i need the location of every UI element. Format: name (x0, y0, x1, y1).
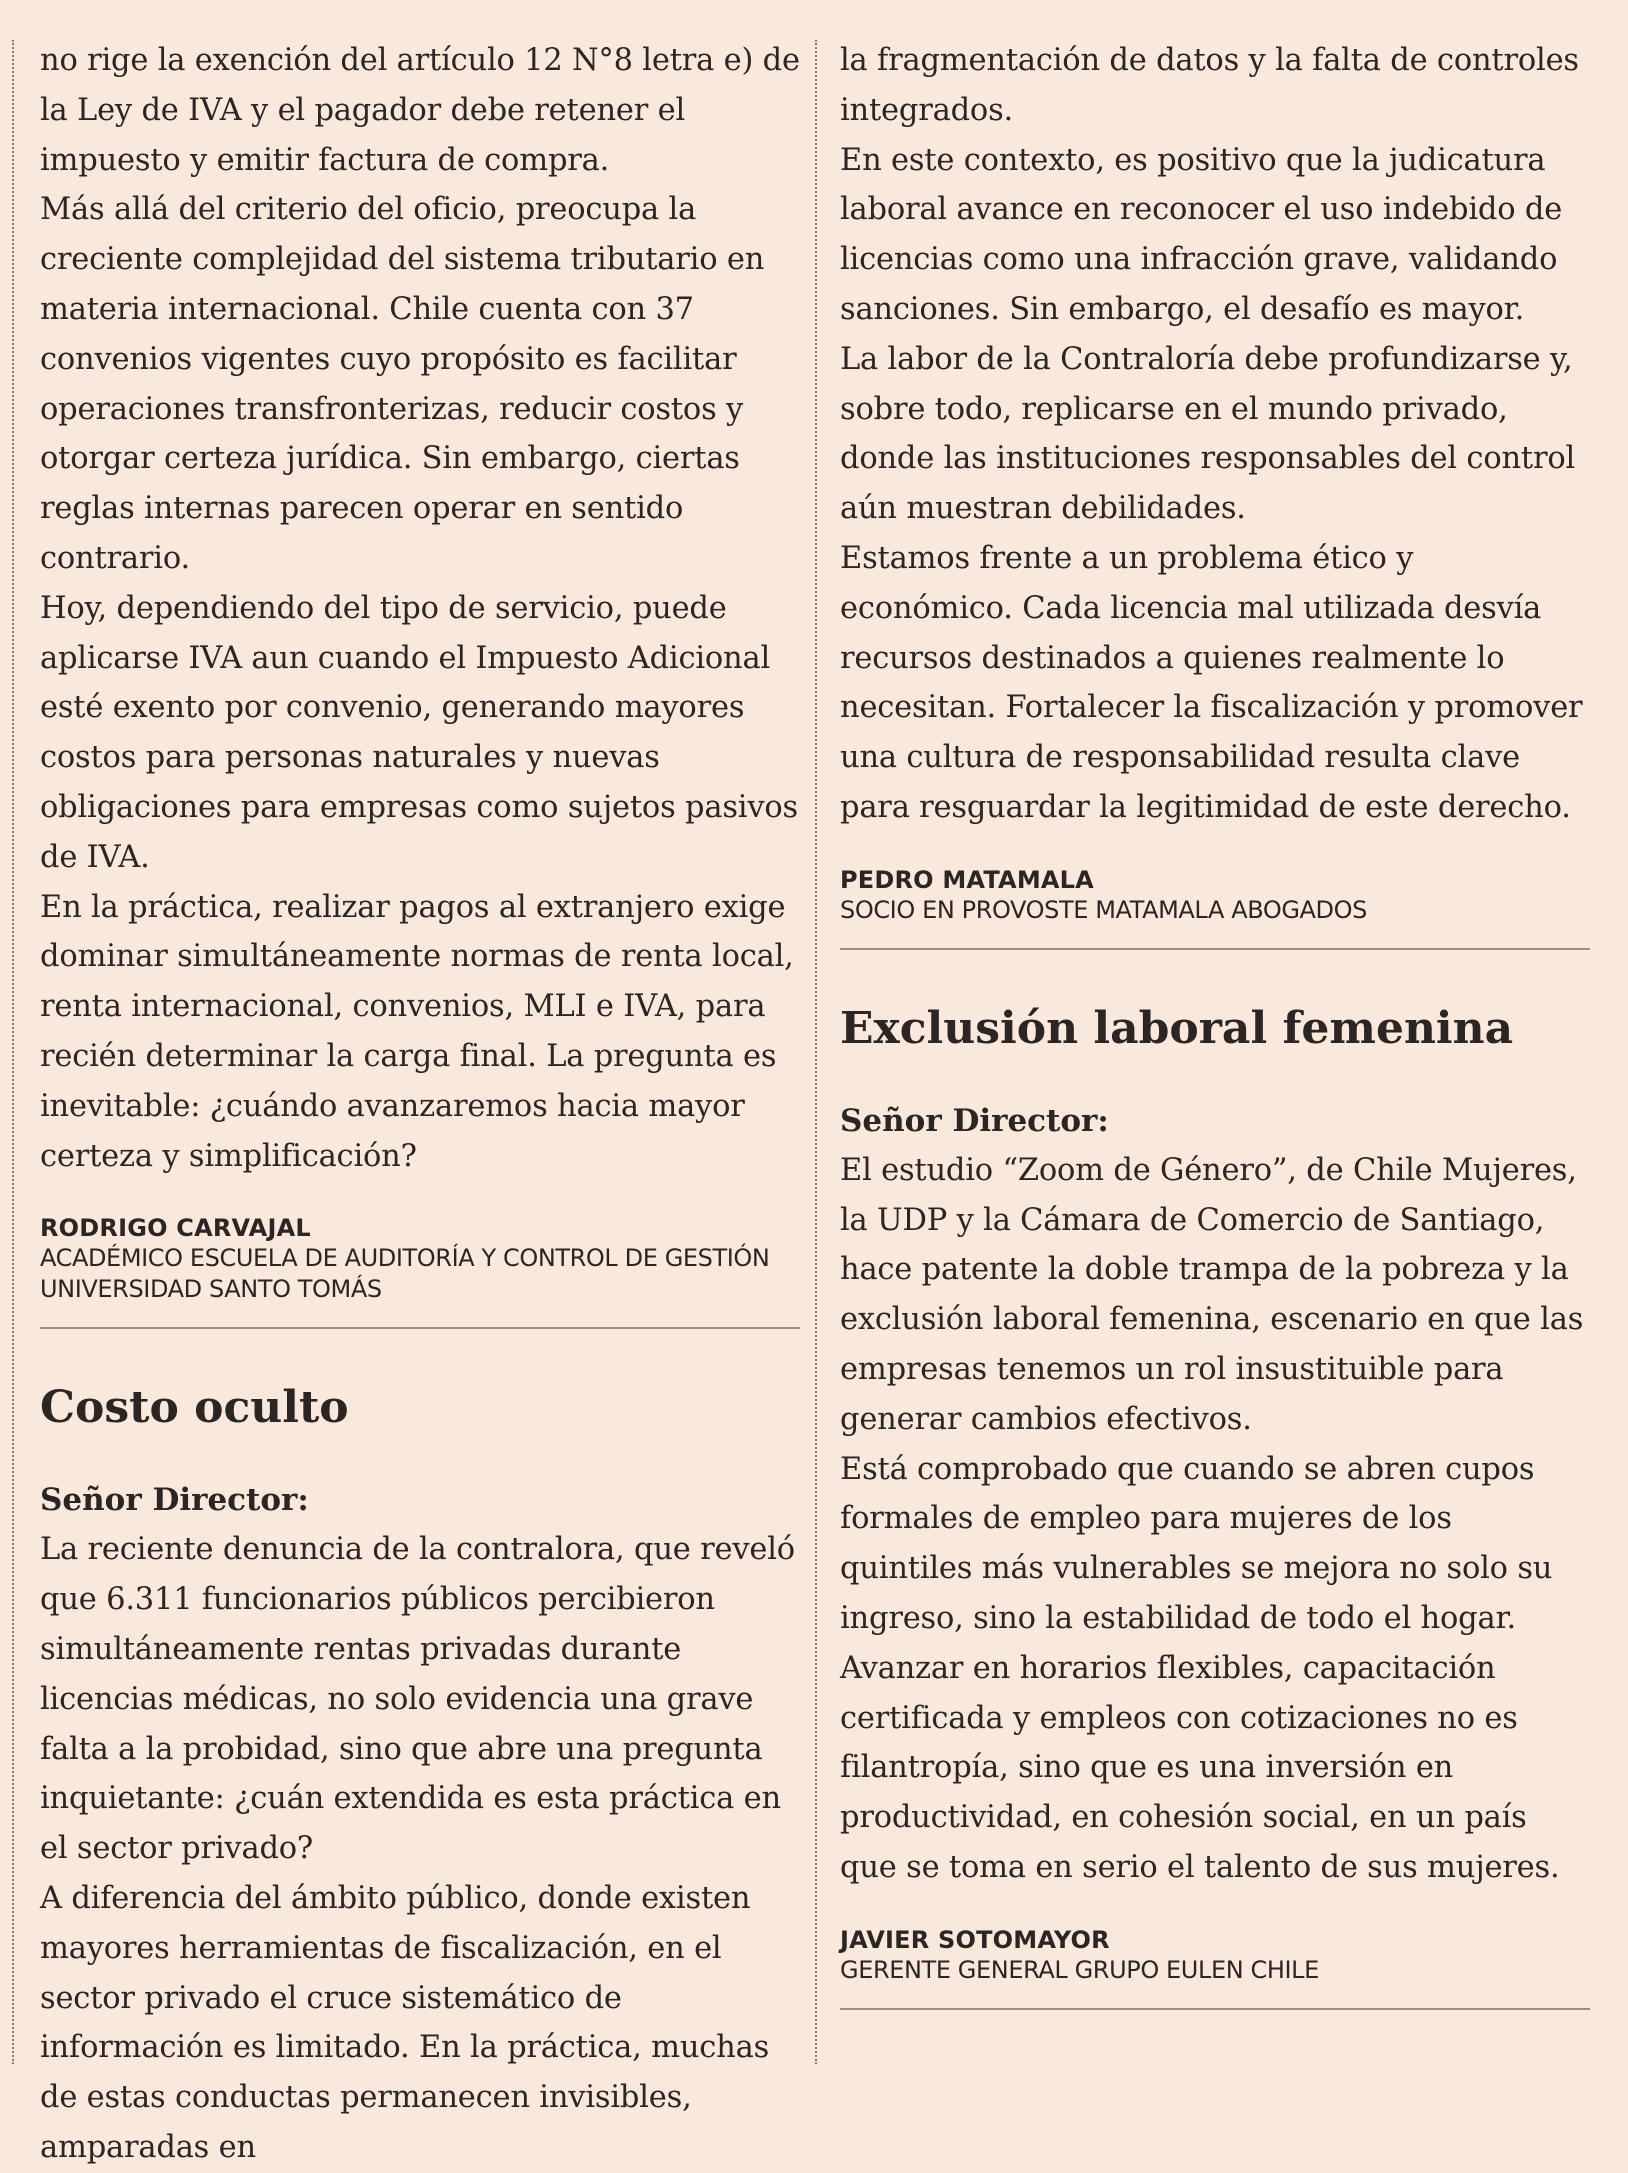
letter-signature (40, 1213, 800, 1305)
section-divider (840, 948, 1590, 950)
right-column (840, 36, 1590, 2010)
letter-signature (840, 865, 1590, 926)
letter-continuation-body: la fragmentación de datos y la falta de controles integrados. En este contexto, es positivo que la judicatura laboral avance en reconocer el uso indebido de licencias como una infracción grave, validando sanciones. Sin embargo, el desafío es mayor. La labor de la Contraloría debe profundizarse y, sobre todo, replicarse en el mundo privado, donde las instituciones responsables del control aún muestran debilidades. Estamos frente a un problema ético y económico. Cada licencia mal utilizada desvía recursos destinados a quienes realmente lo necesitan. Fortalecer la fiscalización y promover una cultura de responsabilidad resulta clave para resguardar la legitimidad de este derecho. (840, 43, 1583, 825)
letter-salutation: Señor Director: (840, 1102, 1109, 1139)
author-title: GERENTE GENERAL GRUPO EULEN CHILE (840, 1955, 1319, 1984)
author-title: SOCIO EN PROVOSTE MATAMALA ABOGADOS (840, 895, 1367, 924)
letter-salutation: Señor Director: (40, 1482, 309, 1519)
letter-headline: Costo oculto (40, 1382, 349, 1434)
section-divider (40, 1327, 800, 1329)
left-dotted-border (12, 40, 14, 2064)
letter-continuation-body: no rige la exención del artículo 12 N°8 letra e) de la Ley de IVA y el pagador debe retener el impuesto y emitir factura de compra. Más allá del criterio del oficio, preocupa la creciente complejidad del sistema tributario en materia internacional. Chile cuenta con 37 convenios vigentes cuyo propósito es facilitar operaciones transfronterizas, reducir costos y otorgar certeza jurídica. Sin embargo, ciertas reglas internas parecen operar en sentido contrario. Hoy, dependiendo del tipo de servicio, puede aplicarse IVA aun cuando el Impuesto Adicional esté exento por convenio, generando mayores costos para personas naturales y nuevas obligaciones para empresas como sujetos pasivos de IVA. En la práctica, realizar pagos al extranjero exige dominar simultáneamente normas de renta local, renta internacional, convenios, MLI e IVA, para recién determinar la carga final. La pregunta es inevitable: ¿cuándo avanzaremos hacia mayor certeza y simplificación? (40, 43, 800, 1174)
column-divider (815, 40, 817, 2064)
letter-body: La reciente denuncia de la contralora, que reveló que 6.311 funcionarios públicos percibieron simultáneamente rentas privadas durante licencias médicas, no solo evidencia una grave falta a la probidad, sino que abre una pregunta inquietante: ¿cuán extendida es esta práctica en el sector privado? A diferencia del ámbito público, donde existen mayores herramientas de fiscalización, en el sector privado el cruce sistemático de información es limitado. En la práctica, muchas de estas conductas permanecen invisibles, amparadas en (40, 1532, 795, 2165)
author-title: ACADÉMICO ESCUELA DE AUDITORÍA Y CONTROL DE GESTIÓN UNIVERSIDAD SANTO TOMÁS (40, 1244, 770, 1304)
author-name: RODRIGO CARVAJAL (40, 1214, 311, 1243)
left-column (40, 36, 800, 2173)
letter-headline: Exclusión laboral femenina (840, 1002, 1514, 1054)
author-name: JAVIER SOTOMAYOR (840, 1925, 1110, 1954)
section-divider (840, 2008, 1590, 2010)
letter-signature (840, 1925, 1590, 1986)
letter-body: El estudio “Zoom de Género”, de Chile Mujeres, la UDP y la Cámara de Comercio de Santiago, hace patente la doble trampa de la pobreza y la exclusión laboral femenina, escenario en que las empresas tenemos un rol insustituible para generar cambios efectivos. Está comprobado que cuando se abren cupos formales de empleo para mujeres de los quintiles más vulnerables se mejora no solo su ingreso, sino la estabilidad de todo el hogar. Avanzar en horarios flexibles, capacitación certificada y empleos con cotizaciones no es filantropía, sino que es una inversión en productividad, en cohesión social, en un país que se toma en serio el talento de sus mujeres. (840, 1152, 1584, 1885)
author-name: PEDRO MATAMALA (840, 865, 1094, 894)
